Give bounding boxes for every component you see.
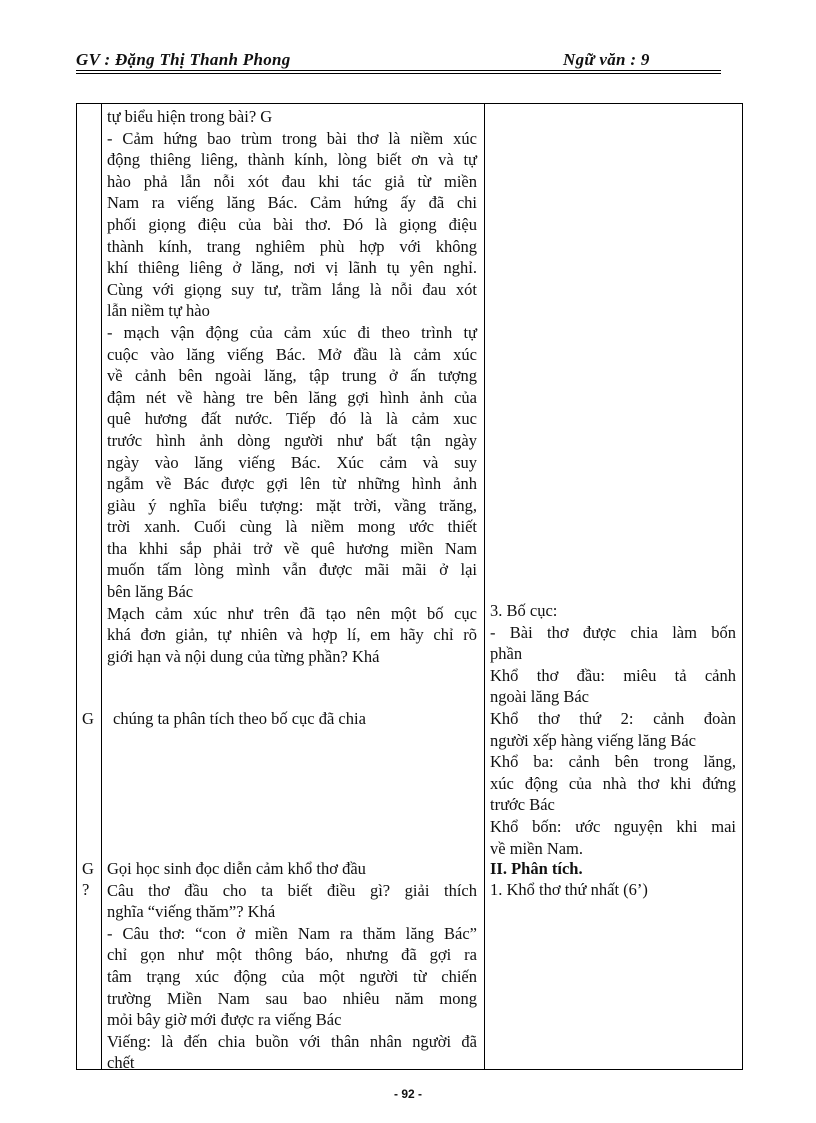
text-line: trời xanh. Cuối cùng là niềm mong ước thiết — [107, 517, 477, 537]
teacher-activity-text: chúng ta phân tích theo bố cục đã chia — [113, 709, 366, 728]
text-line: ngẫm về Bác được gợi lên từ những hình ảnh — [107, 474, 477, 494]
text-line: bên lăng Bác — [107, 582, 194, 602]
teacher-marker: G — [82, 859, 94, 878]
text-line: tự biểu hiện trong bài? G — [107, 107, 273, 126]
text-line: Khổ thơ đầu: miêu tả cảnh — [490, 665, 736, 685]
text-line: động thiêng liêng, thành kính, lòng biết ơn và tự — [107, 150, 477, 170]
subsection-heading: 1. Khổ thơ thứ nhất (6’) — [490, 880, 648, 899]
text-line: cuộc vào lăng viếng Bác. Mở đầu là cảm xúc — [107, 344, 477, 364]
text-line: phần — [490, 644, 523, 664]
text-line: chỉ gọn như một thông báo, nhưng đã gợi ra — [107, 945, 477, 965]
lesson-table — [76, 103, 743, 1073]
text-line: khá đơn giản, tự nhiên và hợp lí, em hãy chỉ rõ — [107, 625, 477, 645]
text-line: trường Miền Nam sau bao nhiêu năm mong — [107, 988, 477, 1008]
teacher-activity-text — [107, 106, 477, 667]
text-line: Khổ bốn: ước nguyện khi mai — [490, 816, 736, 836]
text-line: đậm nét về hàng tre bên lăng gợi hình ảnh của — [107, 387, 477, 407]
text-line: 3. Bố cục: — [490, 601, 558, 620]
header-teacher: GV : Đặng Thị Thanh Phong — [76, 50, 291, 69]
text-line: Viếng: là đến chia buồn với thân nhân người đã — [107, 1031, 477, 1051]
section-heading: II. Phân tích. — [490, 859, 583, 878]
text-line: Khổ thơ thứ 2: cảnh đoàn — [490, 708, 736, 728]
header-subject: Ngữ văn : 9 — [563, 50, 650, 69]
column-divider-1 — [101, 104, 102, 1069]
text-line: hào phả lẫn nỗi xót đau khi tác giả từ miền — [107, 171, 477, 191]
text-line: - Câu thơ: “con ở miền Nam ra thăm lăng Bác” — [107, 923, 477, 943]
header-rule-top — [76, 70, 721, 71]
text-line: nghĩa “viếng thăm”? Khá — [107, 902, 276, 922]
text-line: về miền Nam. — [490, 838, 584, 858]
text-line: Gọi học sinh đọc diễn cảm khổ thơ đầu — [107, 859, 366, 878]
text-line: - mạch vận động của cảm xúc đi theo trình tự — [107, 322, 477, 342]
text-line: ngày vào lăng viếng Bác. Xúc cảm và suy — [107, 452, 477, 472]
text-line: Nam ra viếng lăng Bác. Cảm hứng ấy đã chi — [107, 193, 477, 213]
text-line: Mạch cảm xúc như trên đã tạo nên một bố cục — [107, 603, 477, 623]
text-line: phối giọng điệu của bài thơ. Đó là giọng điệu — [107, 214, 477, 234]
text-line: người xếp hàng viếng lăng Bác — [490, 730, 696, 750]
column-divider-2 — [484, 104, 485, 1069]
text-line: về cảnh bên ngoài lăng, tập trung ở ấn tượng — [107, 366, 477, 386]
teacher-activity-text — [107, 858, 477, 1074]
text-line: Câu thơ đầu cho ta biết điều gì? giải thích — [107, 880, 477, 900]
text-line: lẫn niềm tự hào — [107, 301, 210, 321]
text-line: mỏi bây giờ mới được ra viếng Bác — [107, 1010, 342, 1030]
text-line: xúc động của nhà thơ khi đứng — [490, 773, 736, 793]
text-line: giàu ý nghĩa biểu tượng: mặt trời, vầng trăng, — [107, 495, 477, 515]
text-line: - Cảm hứng bao trùm trong bài thơ là niềm xúc — [107, 128, 477, 148]
text-line: quê hương đất nước. Tiếp đó là là cảm xuc — [107, 409, 477, 429]
content-text — [490, 600, 736, 859]
text-line: - Bài thơ được chia làm bốn — [490, 622, 736, 642]
text-line: trước hình ảnh dòng người như bất tận ngày — [107, 430, 477, 450]
text-line: Khổ ba: cảnh bên trong lăng, — [490, 752, 736, 772]
text-line: ngoài lăng Bác — [490, 687, 589, 707]
text-line: tha khhi sắp phải trở về quê hương miền Nam — [107, 538, 477, 558]
text-line: Cùng với giọng suy tư, trầm lắng là nỗi đau xót — [107, 279, 477, 299]
text-line: muốn tấm lòng mình vẫn được mãi mãi ở lại — [107, 560, 477, 580]
page-number: - 92 - — [393, 1087, 422, 1101]
text-line: giới hạn và nội dung của từng phần? Khá — [107, 646, 380, 666]
text-line: khí thiêng liêng ở lăng, nơi vị lãnh tụ yên nghỉ. — [107, 258, 477, 278]
text-line: chết — [107, 1053, 135, 1073]
question-marker: ? — [82, 880, 90, 899]
text-line: tâm trạng xúc động của một người từ chiến — [107, 966, 477, 986]
text-line: trước Bác — [490, 795, 555, 815]
teacher-marker: G — [82, 709, 94, 728]
text-line: thành kính, trang nghiêm phù hợp với không — [107, 236, 477, 256]
header-rule-bottom — [76, 73, 721, 74]
